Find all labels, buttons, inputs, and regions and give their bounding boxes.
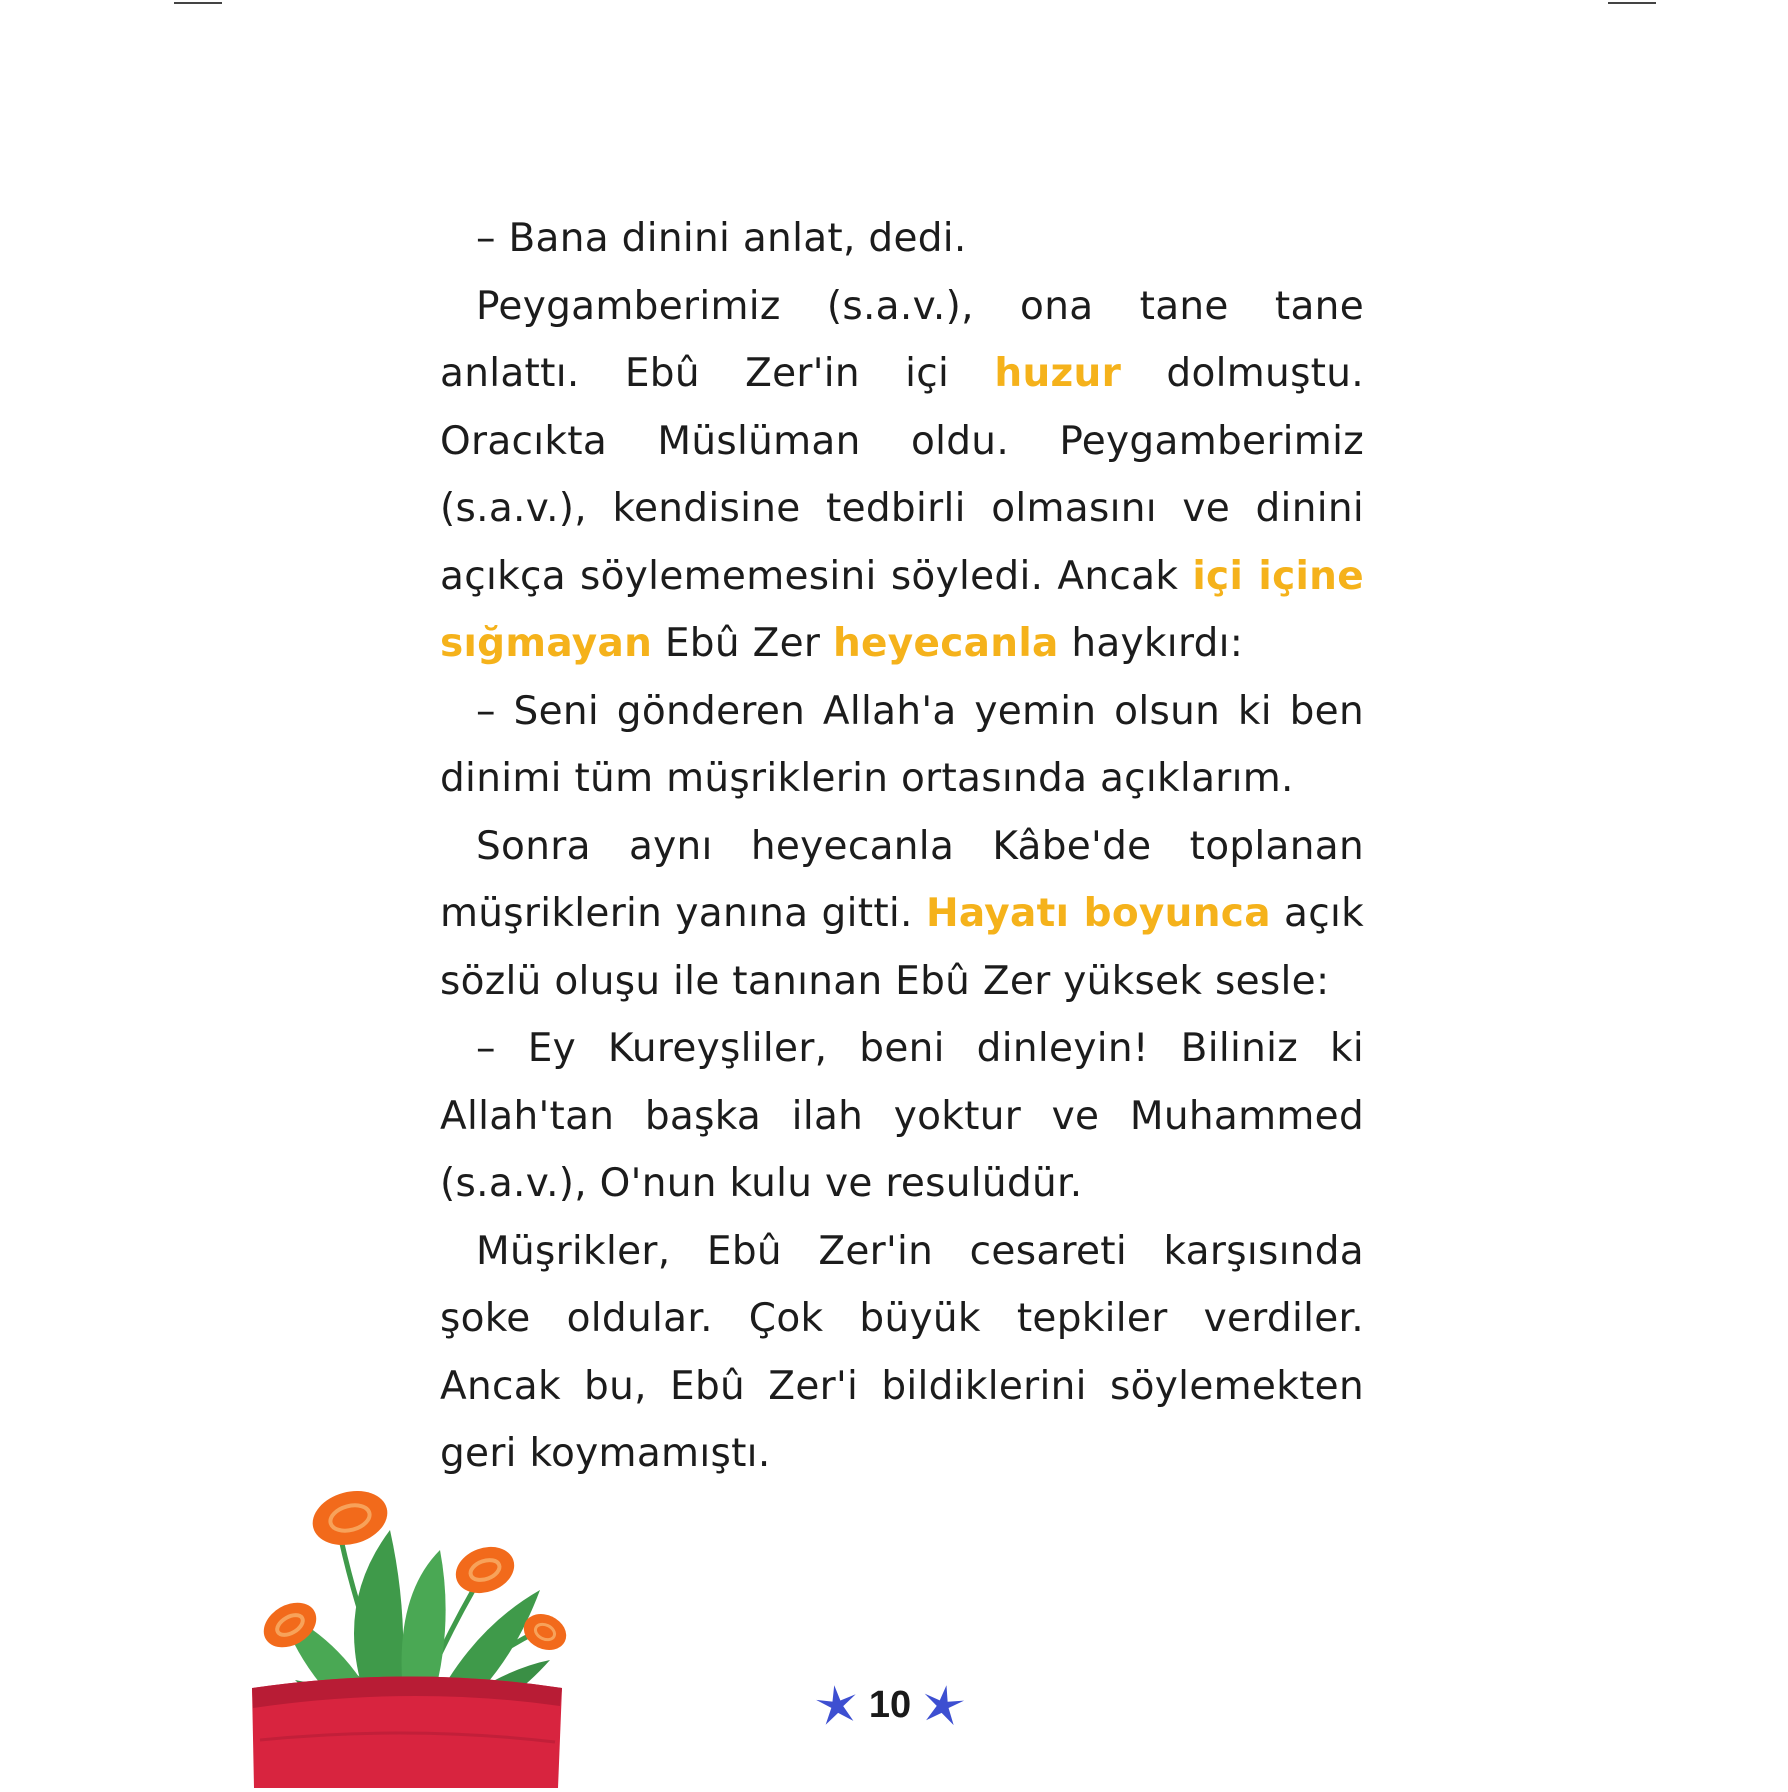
text-run: – Bana dinini anlat, dedi. [476,216,967,261]
potted-flower-illustration [240,1480,580,1788]
story-text [440,205,1364,1488]
paragraph-5 [440,1015,1364,1218]
text-run: açık sözlü oluşu ile tanınan Ebû Zer yüksek sesle: [440,891,1364,1004]
highlighted-word: heyecanla [832,621,1059,666]
paragraph-6 [440,1218,1364,1488]
text-run: dolmuştu. Oracıkta Müslüman oldu. Peygamberimiz (s.a.v.), kendisine tedbirli olmasını ve dinini açıkça söylememesini söyledi. Ancak [440,351,1364,599]
page-number: 10 [868,1683,912,1726]
star-icon [815,1683,859,1727]
text-run: – Seni gönderen Allah'a yemin olsun ki ben dinimi tüm müşriklerin ortasında açıklarım. [440,688,1364,801]
text-run: – Ey Kureyşliler, beni dinleyin! Biliniz ki Allah'tan başka ilah yoktur ve Muhammed (s.a.v.), O'nun kulu ve resulüdür. [440,1026,1364,1206]
highlighted-phrase: içi içine sığmayan [440,553,1364,666]
text-run: Ebû Zer [652,621,833,666]
text-run: Peygamberimiz (s.a.v.), ona tane tane anlattı. Ebû Zer'in içi [440,283,1364,396]
text-run: Sonra aynı heyecanla Kâbe'de toplanan müşriklerin yanına gitti. [440,823,1364,936]
star-icon [921,1683,965,1727]
paragraph-1 [440,205,1364,273]
text-run: Müşrikler, Ebû Zer'in cesareti karşısında şoke oldular. Çok büyük tepkiler verdiler. Ancak bu, Ebû Zer'i bildiklerini söylemekten geri koymamıştı. [440,1228,1364,1476]
paragraph-3 [440,678,1364,813]
crop-mark-left [174,2,222,4]
text-run: haykırdı: [1058,621,1244,666]
highlighted-phrase: Hayatı boyunca [925,891,1271,936]
page-number-footer [790,1675,990,1735]
crop-mark-right [1608,2,1656,4]
paragraph-2 [440,273,1364,678]
paragraph-4 [440,813,1364,1016]
highlighted-word: huzur [994,351,1122,396]
